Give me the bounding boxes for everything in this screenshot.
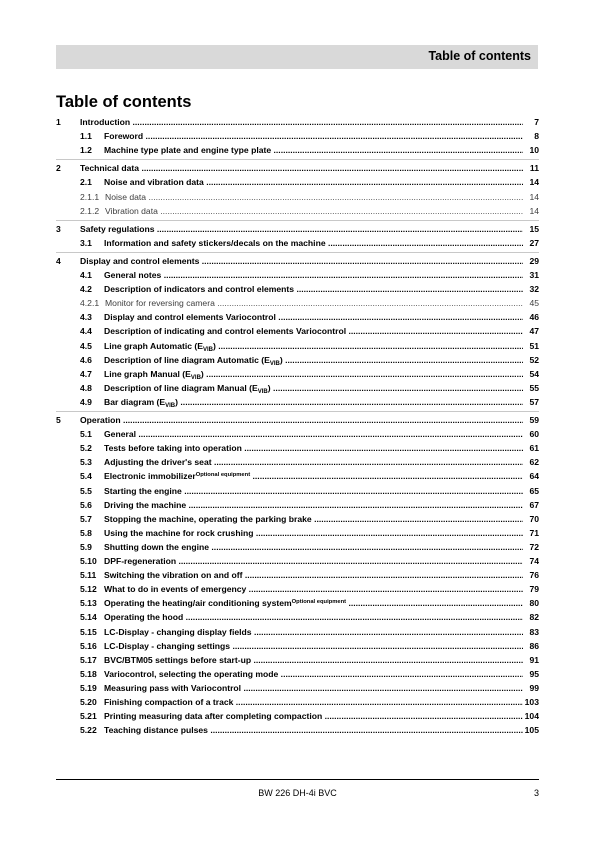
toc-entry-page: 55 xyxy=(529,382,539,393)
toc-entry-title-text: Display and control elements xyxy=(80,255,200,266)
toc-entry-title-text: Description of indicating and control elements Variocontrol xyxy=(104,326,347,337)
toc-entry-number: 1.1 xyxy=(80,131,92,142)
toc-entry-title xyxy=(105,297,523,310)
toc-entry[interactable] xyxy=(56,724,539,737)
toc-entry-title-text: Shutting down the engine xyxy=(104,541,210,552)
toc-entry-title-text: General xyxy=(104,429,137,440)
toc-entry-title-text: Foreword xyxy=(104,131,144,142)
toc-entry-number: 4.6 xyxy=(80,354,92,365)
toc-entry-page: 74 xyxy=(529,556,539,566)
toc-entry[interactable] xyxy=(56,255,539,268)
toc-entry-title-text: Driving the machine xyxy=(104,499,187,510)
toc-entry-title xyxy=(104,724,523,737)
toc-entry-number: 5.2 xyxy=(80,443,92,454)
toc-entry-title xyxy=(104,354,523,369)
toc-entry-superscript: Optional equipment xyxy=(195,472,251,479)
toc-entry-number: 2.1.2 xyxy=(80,205,100,216)
toc-entry-title-text: Tests before taking into operation xyxy=(104,443,242,454)
toc-entry-title-end: ) xyxy=(279,354,283,365)
toc-entry-title-text: Operation xyxy=(80,415,121,425)
footer-page-number: 3 xyxy=(533,788,539,798)
toc-entry[interactable] xyxy=(56,176,539,189)
toc-entry[interactable] xyxy=(56,396,539,409)
toc-entry-title xyxy=(105,191,523,204)
toc-entry-number: 4.4 xyxy=(80,326,92,337)
toc-entry-page: 80 xyxy=(529,598,539,609)
toc-entry-page: 105 xyxy=(524,725,539,736)
toc-entry-page: 95 xyxy=(529,668,539,679)
toc-entry-title-text: Variocontrol, selecting the operating mode xyxy=(104,668,279,679)
document-title: Table of contents xyxy=(56,93,192,111)
toc-entry-title xyxy=(104,428,523,441)
toc-entry-title-text: Measuring pass with Variocontrol xyxy=(104,682,242,693)
toc-entry-number: 4.8 xyxy=(80,382,92,393)
toc-entry-page: 27 xyxy=(529,237,539,248)
toc-entry-title xyxy=(104,325,523,338)
toc-entry-title xyxy=(104,527,523,540)
toc-entry-title-end: ) xyxy=(267,382,271,393)
toc-entry-number: 4 xyxy=(56,255,61,266)
toc-entry-title-text: Vibration data xyxy=(105,205,158,216)
toc-entry[interactable] xyxy=(56,368,539,381)
toc-entry-title xyxy=(80,255,523,268)
toc-entry-number: 5.19 xyxy=(80,682,97,693)
toc-entry-number: 5.3 xyxy=(80,457,92,468)
toc-entry-page: 83 xyxy=(529,626,539,637)
toc-entry-number: 4.7 xyxy=(80,368,92,379)
toc-entry-title xyxy=(104,654,523,667)
toc-entry-title-text: Introduction xyxy=(80,117,131,127)
toc-entry-page: 103 xyxy=(524,697,539,707)
toc-entry[interactable] xyxy=(56,696,539,709)
toc-entry[interactable] xyxy=(56,311,539,324)
toc-entry-title-text: Printing measuring data after completing compaction xyxy=(104,711,323,722)
toc-entry-title-text: Starting the engine xyxy=(104,485,182,496)
toc-entry-subscript: VIB xyxy=(269,360,280,367)
toc-entry-title-text: Operating the heating/air conditioning system xyxy=(104,598,292,609)
toc-entry-number: 3.1 xyxy=(80,237,92,248)
toc-entry-number: 5.11 xyxy=(80,570,97,581)
toc-entry-title xyxy=(80,162,523,175)
toc-entry-number: 1.2 xyxy=(80,145,92,156)
toc-entry-number: 1 xyxy=(56,117,61,127)
toc-entry-title-text: Information and safety stickers/decals on the machine xyxy=(104,237,326,248)
toc-entry-title xyxy=(104,569,523,582)
toc-entry[interactable] xyxy=(56,597,539,610)
toc-entry[interactable] xyxy=(56,442,539,455)
toc-entry-title-text: Monitor for reversing camera xyxy=(105,298,215,309)
toc-entry-title xyxy=(104,626,523,639)
toc-entry-number: 2 xyxy=(56,163,61,174)
toc-entry-title xyxy=(104,144,523,157)
toc-entry-title xyxy=(104,368,523,383)
toc-entry-title-text: Electronic immobilizer xyxy=(104,471,196,482)
toc-entry-page: 70 xyxy=(529,513,539,524)
toc-entry[interactable] xyxy=(56,611,539,624)
toc-entry-page: 82 xyxy=(529,612,539,623)
toc-entry-page: 8 xyxy=(534,131,539,142)
toc-entry-title xyxy=(104,442,523,455)
toc-entry-subscript: VIB xyxy=(190,374,201,381)
toc-entry-title xyxy=(104,470,523,485)
toc-entry-page: 45 xyxy=(529,298,539,309)
toc-entry-title xyxy=(104,597,523,612)
toc-entry-page: 57 xyxy=(529,396,539,407)
toc-entry-title xyxy=(104,710,523,723)
toc-entry-number: 5.8 xyxy=(80,527,92,538)
footer-model: BW 226 DH-4i BVC xyxy=(258,788,337,798)
toc-entry-title xyxy=(104,130,523,143)
toc-entry-title-text: Using the machine for rock crushing xyxy=(104,527,254,538)
toc-entry-number: 4.9 xyxy=(80,396,92,407)
toc-entry-page: 65 xyxy=(529,485,539,496)
toc-entry-title xyxy=(80,223,523,236)
toc-entry-title-text: LC-Display - changing display fields xyxy=(104,626,252,637)
toc-entry-title xyxy=(104,485,523,498)
header-title: Table of contents xyxy=(428,49,531,63)
toc-entry[interactable] xyxy=(56,470,539,483)
toc-entry-page: 59 xyxy=(529,415,539,425)
toc-entry-page: 54 xyxy=(529,368,539,379)
toc-entry[interactable] xyxy=(56,513,539,526)
toc-entry-title-text: Stopping the machine, operating the parking brake xyxy=(104,513,312,524)
toc-entry-title-end: ) xyxy=(213,340,216,351)
toc-entry-page: 67 xyxy=(529,499,539,510)
toc-entry-title-text: Operating the hood xyxy=(104,612,184,623)
toc-entry[interactable] xyxy=(56,541,539,554)
toc-entry[interactable] xyxy=(56,555,539,568)
toc-entry-title-text: Description of indicators and control elements xyxy=(104,284,295,295)
toc-entry[interactable] xyxy=(56,640,539,653)
toc-entry[interactable] xyxy=(56,569,539,582)
toc-separator xyxy=(56,252,539,253)
toc-entry-title-text: Technical data xyxy=(80,163,140,174)
toc-entry-page: 47 xyxy=(529,326,539,337)
toc-entry[interactable] xyxy=(56,144,539,157)
toc-entry-subscript: VIB xyxy=(165,402,176,409)
toc-entry-number: 5.12 xyxy=(80,584,97,595)
toc-entry-page: 79 xyxy=(529,584,539,595)
toc-entry-title-text: Display and control elements Variocontrol xyxy=(104,312,276,323)
toc-entry[interactable] xyxy=(56,297,539,310)
toc-entry-number: 5.22 xyxy=(80,725,97,736)
toc-entry-title xyxy=(104,456,523,469)
toc-entry-number: 4.5 xyxy=(80,340,92,351)
toc-entry[interactable] xyxy=(56,191,539,204)
toc-entry-number: 4.3 xyxy=(80,312,92,323)
toc-entry-page: 46 xyxy=(529,312,539,323)
toc-entry-title-end: ) xyxy=(175,396,179,407)
toc-entry-number: 5.20 xyxy=(80,697,97,707)
toc-entry-number: 5.18 xyxy=(80,668,97,679)
toc-entry[interactable] xyxy=(56,162,539,175)
toc-entry-page: 31 xyxy=(529,270,539,280)
toc-entry-title xyxy=(104,269,523,282)
toc-entry-number: 2.1 xyxy=(80,177,92,188)
toc-entry[interactable] xyxy=(56,325,539,338)
toc-entry-title xyxy=(104,382,523,397)
toc-entry-title-text: BVC/BTM05 settings before start-up xyxy=(104,654,252,665)
toc-entry-title-text: Finishing compaction of a track xyxy=(104,697,234,707)
toc-entry-page: 60 xyxy=(529,429,539,440)
toc-entry-number: 4.2.1 xyxy=(80,298,100,309)
toc-entry-number: 5.17 xyxy=(80,654,97,665)
toc-entry-subscript: VIB xyxy=(203,346,214,353)
toc-entry-page: 61 xyxy=(529,443,539,454)
toc-entry-title xyxy=(104,311,523,324)
toc-entry-title xyxy=(104,611,523,624)
toc-entry[interactable] xyxy=(56,710,539,723)
toc-entry-title xyxy=(104,499,523,512)
toc-entry-page: 32 xyxy=(529,284,539,295)
toc-entry-title xyxy=(104,237,523,250)
toc-entry-title xyxy=(104,555,523,568)
toc-entry[interactable] xyxy=(56,626,539,639)
toc-entry-number: 5.9 xyxy=(80,541,92,552)
toc-entry[interactable] xyxy=(56,283,539,296)
footer-divider xyxy=(56,779,539,780)
toc-entry[interactable] xyxy=(56,682,539,695)
toc-entry-page: 15 xyxy=(529,223,539,234)
toc-entry-title xyxy=(104,668,523,681)
toc-entry-page: 72 xyxy=(529,541,539,552)
toc-entry-number: 3 xyxy=(56,223,61,234)
toc-entry[interactable] xyxy=(56,668,539,681)
toc-entry[interactable] xyxy=(56,354,539,367)
toc-entry[interactable] xyxy=(56,382,539,395)
toc-entry-number: 5 xyxy=(56,415,61,425)
toc-entry-page: 14 xyxy=(529,205,539,216)
toc-entry-title-text: Noise data xyxy=(105,191,147,202)
toc-entry-number: 2.1.1 xyxy=(80,191,100,202)
toc-entry-number: 5.16 xyxy=(80,640,97,651)
toc-entry-title-end: ) xyxy=(200,368,204,379)
toc-entry-number: 5.14 xyxy=(80,612,97,623)
toc-entry[interactable] xyxy=(56,456,539,469)
toc-entry-page: 104 xyxy=(524,711,539,722)
toc-entry-number: 4.2 xyxy=(80,284,92,295)
toc-entry-title xyxy=(104,513,523,526)
toc-entry[interactable] xyxy=(56,223,539,236)
toc-entry-title xyxy=(104,176,523,189)
toc-entry-number: 5.21 xyxy=(80,711,97,722)
toc-entry-title-text: Teaching distance pulses xyxy=(104,725,208,736)
toc-entry[interactable] xyxy=(56,237,539,250)
toc-entry-title-text: General notes xyxy=(104,270,162,280)
toc-entry-title-text: Line graph Manual (E xyxy=(104,368,191,379)
toc-entry[interactable] xyxy=(56,527,539,540)
toc-separator xyxy=(56,159,539,160)
toc-entry-title-text: Bar diagram (E xyxy=(104,396,166,407)
toc-entry-title xyxy=(80,414,523,427)
toc-entry-page: 64 xyxy=(529,471,539,482)
toc-entry-page: 14 xyxy=(529,177,539,188)
toc-entry-page: 7 xyxy=(534,117,539,127)
toc-entry-page: 51 xyxy=(529,340,539,351)
toc-entry-title xyxy=(104,696,523,709)
toc-entry-page: 71 xyxy=(529,527,539,538)
toc-entry-number: 5.1 xyxy=(80,429,92,440)
toc-entry-page: 86 xyxy=(529,640,539,651)
toc-entry-page: 99 xyxy=(529,682,539,693)
toc-entry-number: 5.5 xyxy=(80,485,92,496)
toc-entry-superscript: Optional equipment xyxy=(291,599,347,606)
toc-entry[interactable] xyxy=(56,485,539,498)
toc-entry[interactable] xyxy=(56,654,539,667)
toc-entry-title-text: Line graph Automatic (E xyxy=(104,340,203,351)
toc-entry[interactable] xyxy=(56,428,539,441)
toc-separator xyxy=(56,220,539,221)
toc-entry-title-text: What to do in events of emergency xyxy=(104,584,247,595)
toc-entry-title-text: Machine type plate and engine type plate xyxy=(104,145,272,156)
toc-entry[interactable] xyxy=(56,130,539,143)
toc-entry-page: 10 xyxy=(529,145,539,156)
toc-entry-title xyxy=(105,205,523,218)
toc-entry[interactable] xyxy=(56,499,539,512)
toc-entry-number: 4.1 xyxy=(80,270,92,280)
toc-entry-page: 14 xyxy=(529,191,539,202)
toc-entry-title-text: Noise and vibration data xyxy=(104,177,204,188)
page-header-bar xyxy=(56,45,538,69)
toc-entry-title-text: Description of line diagram Manual (E xyxy=(104,382,258,393)
toc-entry-title xyxy=(104,541,523,554)
toc-entry-title xyxy=(104,340,523,355)
toc-entry-page: 76 xyxy=(529,570,539,581)
toc-entry-page: 52 xyxy=(529,354,539,365)
toc-entry-number: 5.15 xyxy=(80,626,97,637)
toc-entry-number: 5.10 xyxy=(80,556,97,566)
toc-entry-title-text: Safety regulations xyxy=(80,223,155,234)
toc-entry[interactable] xyxy=(56,116,539,129)
toc-entry-title-text: DPF-regeneration xyxy=(104,556,177,566)
toc-entry-title-text: LC-Display - changing settings xyxy=(104,640,231,651)
toc-entry-page: 29 xyxy=(529,255,539,266)
toc-entry-title xyxy=(104,640,523,653)
toc-entry-number: 5.4 xyxy=(80,471,92,482)
toc-entry[interactable] xyxy=(56,340,539,353)
toc-entry-number: 5.7 xyxy=(80,513,92,524)
toc-entry[interactable] xyxy=(56,269,539,282)
toc-entry-number: 5.13 xyxy=(80,598,97,609)
toc-entry[interactable] xyxy=(56,205,539,218)
toc-entry-title-text: Adjusting the driver's seat xyxy=(104,457,212,468)
toc-entry-number: 5.6 xyxy=(80,499,92,510)
toc-entry-title-text: Description of line diagram Automatic (E xyxy=(104,354,270,365)
toc-entry[interactable] xyxy=(56,583,539,596)
toc-entry-title xyxy=(104,396,523,411)
toc-entry-title-text: Switching the vibration on and off xyxy=(104,570,243,581)
toc-separator xyxy=(56,411,539,412)
toc-entry-subscript: VIB xyxy=(257,388,268,395)
toc-entry-title xyxy=(80,116,523,129)
toc-entry-title xyxy=(104,583,523,596)
toc-entry-page: 62 xyxy=(529,457,539,468)
toc-entry-page: 11 xyxy=(529,163,539,174)
toc-entry-title xyxy=(104,682,523,695)
toc-entry-title xyxy=(104,283,523,296)
toc-entry-page: 91 xyxy=(529,654,539,665)
toc-entry[interactable] xyxy=(56,414,539,427)
